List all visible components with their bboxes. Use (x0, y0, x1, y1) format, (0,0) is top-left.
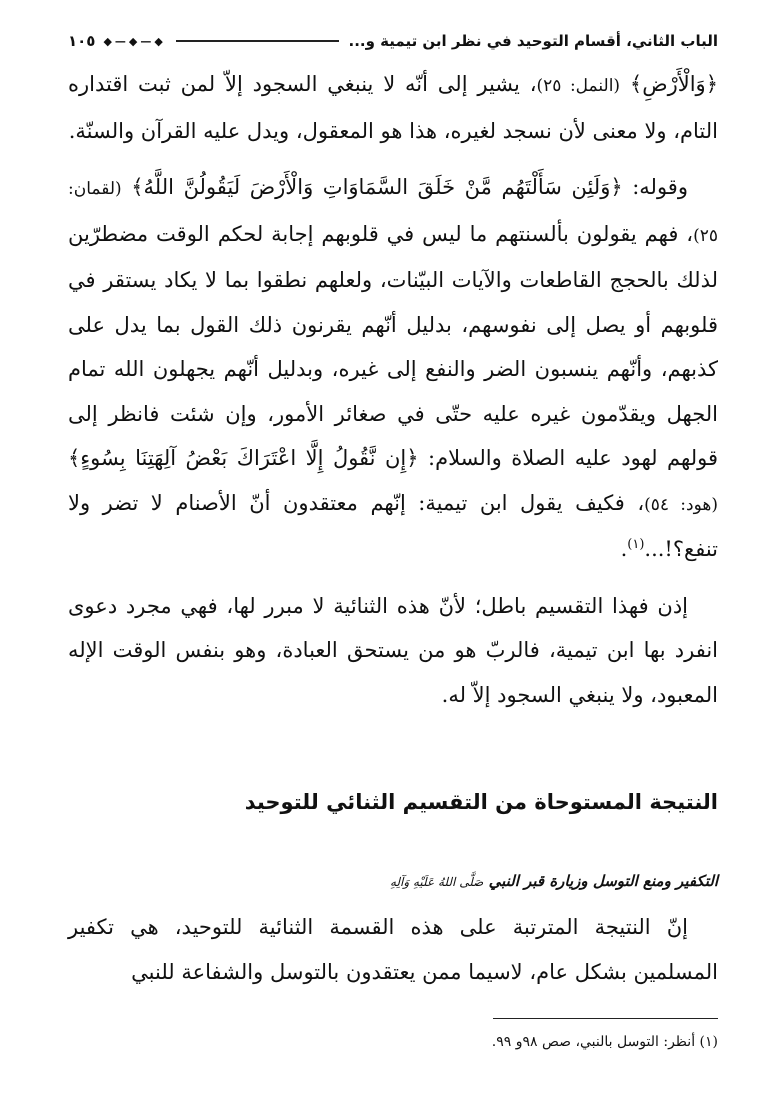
section-heading: النتيجة المستوحاة من التقسيم الثنائي للتوحيد (244, 790, 718, 814)
verse-reference: (هود: ٥٤) (644, 494, 718, 515)
verse-reference: (النمل: ٢٥) (536, 76, 621, 96)
subheading (68, 872, 718, 890)
quran-verse: ﴿وَالْأَرْضِ﴾ (629, 72, 718, 96)
quran-verse: ﴿إِن نَّقُولُ إِلَّا اعْتَرَاكَ بَعْضُ آلِهَتِنَا بِسُوءٍ﴾ (68, 446, 419, 470)
paragraph-lead: وقوله: (622, 175, 688, 199)
footnote: (١) أنظر: التوسل بالنبي، صص ٩٨و ٩٩. (491, 1034, 718, 1050)
verse-reference: (لقمان: ٢٥) (68, 179, 718, 246)
footnote-marker: (١) (627, 537, 645, 552)
paragraph-text: إذن فهذا التقسيم باطل؛ لأنّ هذه الثنائية لا مبرر لها، فهي مجرد دعوى انفرد بها ابن تيمية، فالربّ هو من يستحق العبادة، وهو بنفس الوقت الإله المعبود، ولا ينبغي السجود إلاّ له. (68, 593, 718, 707)
header-ornament: ◆—◆—◆ (103, 34, 166, 48)
header-rule (176, 40, 339, 42)
footnote-separator (493, 1018, 718, 1019)
chapter-title: الباب الثاني، أقسام التوحيد في نظر ابن تيمية و... (348, 32, 718, 50)
running-header (68, 30, 718, 52)
subheading-text: التكفير ومنع التوسل وزيارة قبر النبي (488, 872, 718, 890)
paragraph-2: وقوله: ﴿وَلَئِن سَأَلْتَهُم مَّنْ خَلَقَ السَّمَاوَاتِ وَالْأَرْضَ لَيَقُولُنَّ اللَّهُ﴾ (لقمان: ٢٥)، فهم يقولون بألسنتهم ما ليس في قلوبهم إجابة لحكم الوقت مضطرّين لذلك بالحجج القاطعات والآيات البيّنات، ولعلهم نطقوا بما لا يكاد يستقر في قلوبهم أو يصل إلى نفوسهم، بدليل أنّهم يقرنون ذلك القول بما يدل على كذبهم، وأنّهم ينسبون الضر والنفع إلى غيره، وبدليل أنّهم يجهلون الله تمام الجهل ويقدّمون غيره عليه حتّى في صغائر الأمور، وإن شئت فانظر إلى قولهم لهود عليه الصلاة والسلام: ﴿إِن نَّقُولُ إِلَّا اعْتَرَاكَ بَعْضُ آلِهَتِنَا بِسُوءٍ﴾ (هود: ٥٤)، فكيف يقول ابن تيمية: إنّهم معتقدون أنّ الأصنام لا تضر ولا تنفع؟!...$^{(١)}$. (68, 175, 718, 561)
paragraph-text: ، فهم يقولون بألسنتهم ما ليس في قلوبهم إجابة لحكم الوقت مضطرّين لذلك بالحجج القاطعات والآيات البيّنات، ولعلهم نطقوا بما لا يكاد يستقر في قلوبهم أو يصل إلى نفوسهم، بدليل أنّهم يقرنون ذلك القول بما يدل على كذبهم، وأنّهم ينسبون الضر والنفع إلى غيره، وبدليل أنّهم يجهلون الله تمام الجهل ويقدّمون غيره عليه حتّى في صغائر الأمور، وإن شئت فانظر إلى قولهم لهود عليه الصلاة والسلام: (68, 221, 718, 470)
paragraph-text: ، فكيف يقول ابن تيمية: إنّهم معتقدون أنّ الأصنام لا تضر ولا تنفع؟!... (68, 490, 718, 561)
page-number: ١٠٥ (68, 32, 96, 50)
paragraph-1 (68, 62, 718, 153)
paragraph-3 (68, 584, 718, 718)
main-text (68, 62, 718, 717)
closing-text (68, 905, 718, 994)
paragraph-text: ، يشير إلى أنّه لا ينبغي السجود إلاّ لمن ثبت اقتداره التام، ولا معنى لأن نسجد لغيره، هذا هو المعقول، ويدل عليه القرآن والسنّة. (68, 72, 718, 143)
honorific-glyph: صَلَّى اللهُ عَلَيْهِ وَآلِهِ (389, 875, 484, 889)
paragraph-4: إنّ النتيجة المترتبة على هذه القسمة الثنائية للتوحيد، هي تكفير المسلمين بشكل عام، لاسيما ممن يعتقدون بالتوسل والشفاعة للنبي (68, 915, 718, 984)
quran-verse: ﴿وَلَئِن سَأَلْتَهُم مَّنْ خَلَقَ السَّمَاوَاتِ وَالْأَرْضَ لَيَقُولُنَّ اللَّهُ﴾ (131, 175, 623, 199)
